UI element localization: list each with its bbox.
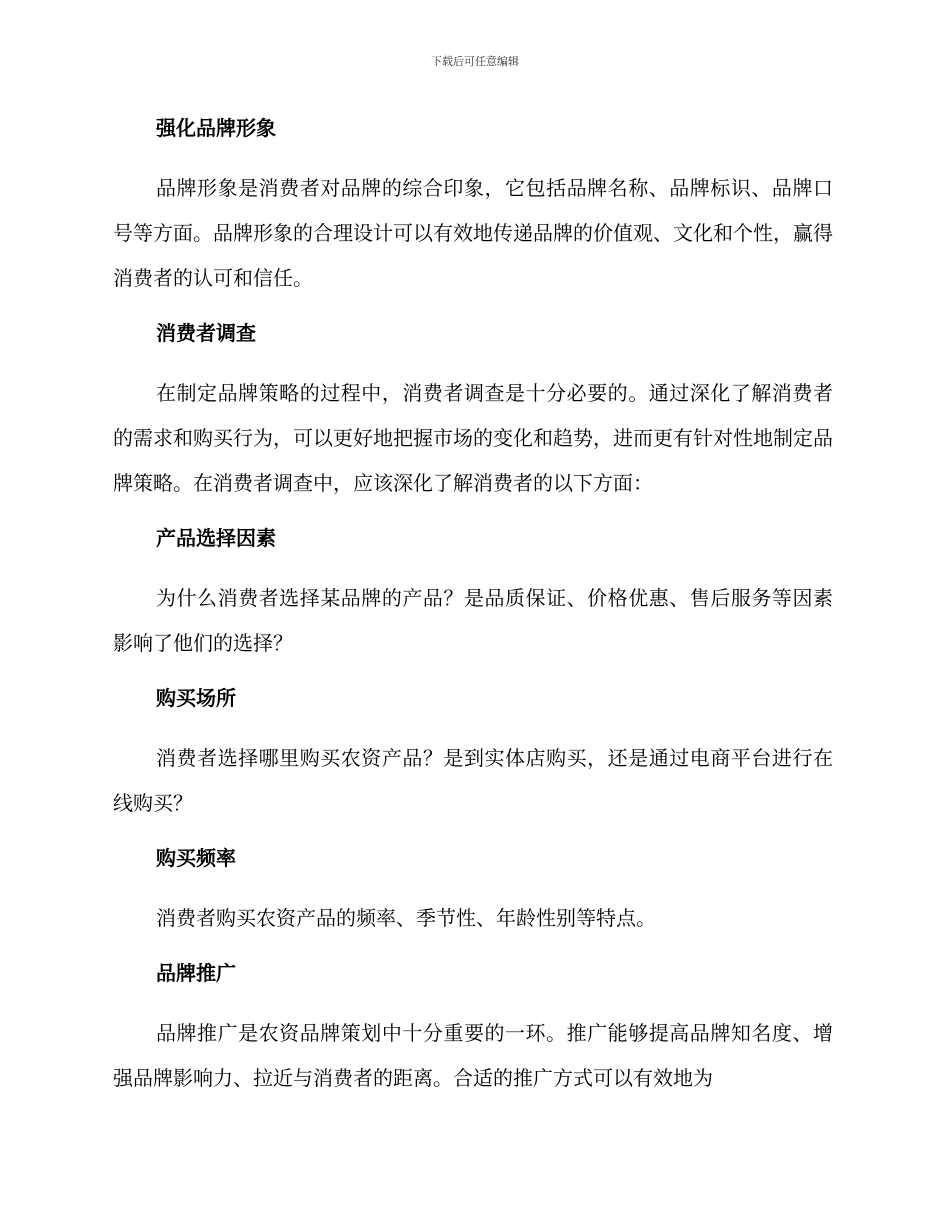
section-paragraph-purchase-place: 消费者选择哪里购买农资产品？是到实体店购买，还是通过电商平台进行在线购买？: [113, 746, 833, 815]
document-body: [113, 108, 833, 1113]
section-paragraph-brand-image: 品牌形象是消费者对品牌的综合印象，它包括品牌名称、品牌标识、品牌口号等方面。品牌形象的合理设计可以有效地传递品牌的价值观、文化和个性，赢得消费者的认可和信任。: [113, 176, 833, 290]
section-heading-consumer-survey: 消费者调查: [156, 321, 256, 345]
section-paragraph-product-choice: 为什么消费者选择某品牌的产品？是品质保证、价格优惠、售后服务等因素影响了他们的选择？: [113, 586, 833, 655]
section-paragraph-consumer-survey: 在制定品牌策略的过程中，消费者调查是十分必要的。通过深化了解消费者的需求和购买行为，可以更好地把握市场的变化和趋势，进而更有针对性地制定品牌策略。在消费者调查中，应该深化了解消费者的以下方面：: [113, 381, 833, 495]
section-heading-purchase-place: 购买场所: [156, 686, 236, 710]
section-heading-purchase-frequency: 购买频率: [156, 846, 236, 870]
section-paragraph-purchase-frequency: 消费者购买农资产品的频率、季节性、年龄性别等特点。: [156, 906, 656, 930]
section-heading-brand-image: 强化品牌形象: [156, 116, 276, 140]
section-heading-product-choice: 产品选择因素: [156, 526, 276, 550]
section-heading-brand-promotion: 品牌推广: [156, 961, 236, 985]
page-header: 下载后可任意编辑: [431, 55, 519, 68]
section-paragraph-brand-promotion: 品牌推广是农资品牌策划中十分重要的一环。推广能够提高品牌知名度、增强品牌影响力、拉近与消费者的距离。合适的推广方式可以有效地为: [113, 1021, 833, 1090]
